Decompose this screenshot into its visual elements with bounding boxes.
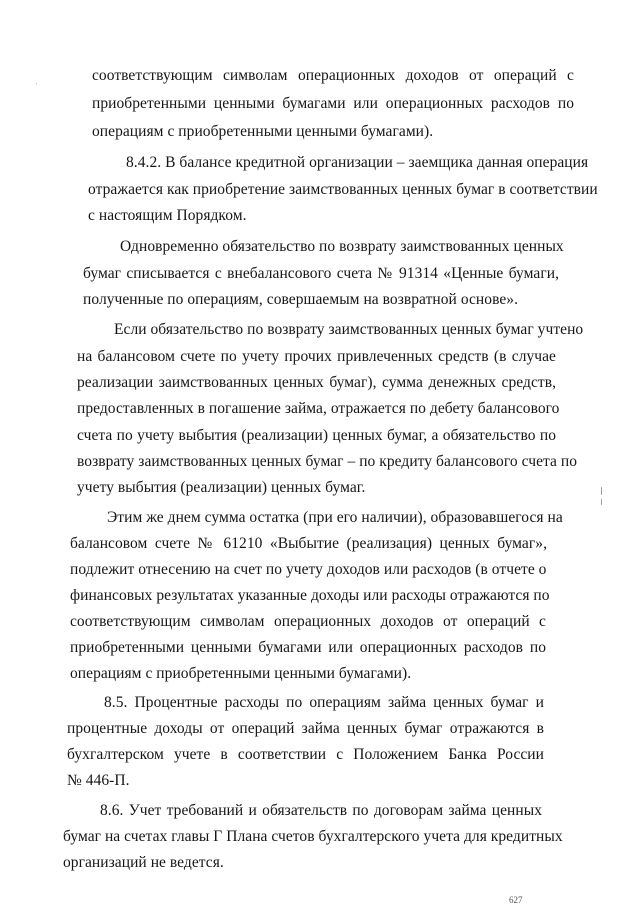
text-line: приобретенными ценными бумагами или операционных расходов по [70, 639, 546, 656]
scan-speck [601, 499, 602, 505]
text-line: с настоящим Порядком. [88, 207, 247, 224]
text-line: № 446-П. [67, 772, 130, 789]
scan-speck [601, 487, 602, 495]
text-line: соответствующим символам операционных доходов от операций с [92, 67, 574, 84]
text-line: отражается как приобретение заимствованных ценных бумаг в соответствии [88, 181, 598, 198]
text-line: бухгалтерском учете в соответствии с Положением Банка России [67, 746, 544, 763]
text-line: 8.5. Процентные расходы по операциям займа ценных бумаг и [104, 694, 544, 711]
text-line: на балансовом счете по учету прочих привлеченных средств (в случае [77, 348, 556, 365]
text-line: полученные по операциям, совершаемым на возвратной основе». [83, 291, 519, 308]
text-line: Если обязательство по возврату заимствованных ценных бумаг учтено [114, 321, 584, 338]
text-line: операциям с приобретенными ценными бумагами). [92, 123, 434, 140]
text-line: предоставленных в погашение займа, отражается по дебету балансового [77, 400, 560, 417]
text-line: финансовых результатах указанные доходы или расходы отражаются по [70, 587, 550, 604]
text-line: учету выбытия (реализации) ценных бумаг. [77, 479, 366, 496]
text-line: реализации заимствованных ценных бумаг), сумма денежных средств, [77, 374, 556, 391]
text-line: соответствующим символам операционных доходов от операций с [70, 613, 546, 630]
page-number: 627 [509, 895, 523, 905]
scan-speck [36, 83, 37, 84]
text-line: возврату заимствованных ценных бумаг – по кредиту балансового счета по [77, 453, 578, 470]
text-line: организаций не ведется. [63, 854, 224, 871]
text-line: бумаг на счетах главы Г Плана счетов бухгалтерского учета для кредитных [63, 828, 563, 845]
text-line: процентные доходы от операций займа ценных бумаг отражаются в [67, 720, 544, 737]
text-line: Этим же днем сумма остатка (при его наличии), образовавшегося на [107, 509, 563, 526]
text-line: приобретенными ценными бумагами или операционных расходов по [92, 95, 574, 112]
text-line: балансовом счете № 61210 «Выбытие (реализация) ценных бумаг», [70, 535, 547, 552]
text-line: бумаг списывается с внебалансового счета № 91314 «Ценные бумаги, [83, 265, 559, 282]
text-line: 8.4.2. В балансе кредитной организации – заемщика данная операция [126, 154, 589, 171]
text-line: счета по учету выбытия (реализации) ценных бумаг, а обязательство по [77, 427, 556, 444]
text-line: подлежит отнесению на счет по учету доходов или расходов (в отчете о [70, 561, 547, 578]
text-line: Одновременно обязательство по возврату заимствованных ценных [120, 238, 564, 255]
text-line: операциям с приобретенными ценными бумагами). [70, 665, 412, 682]
text-line: 8.6. Учет требований и обязательств по договорам займа ценных [100, 802, 542, 819]
